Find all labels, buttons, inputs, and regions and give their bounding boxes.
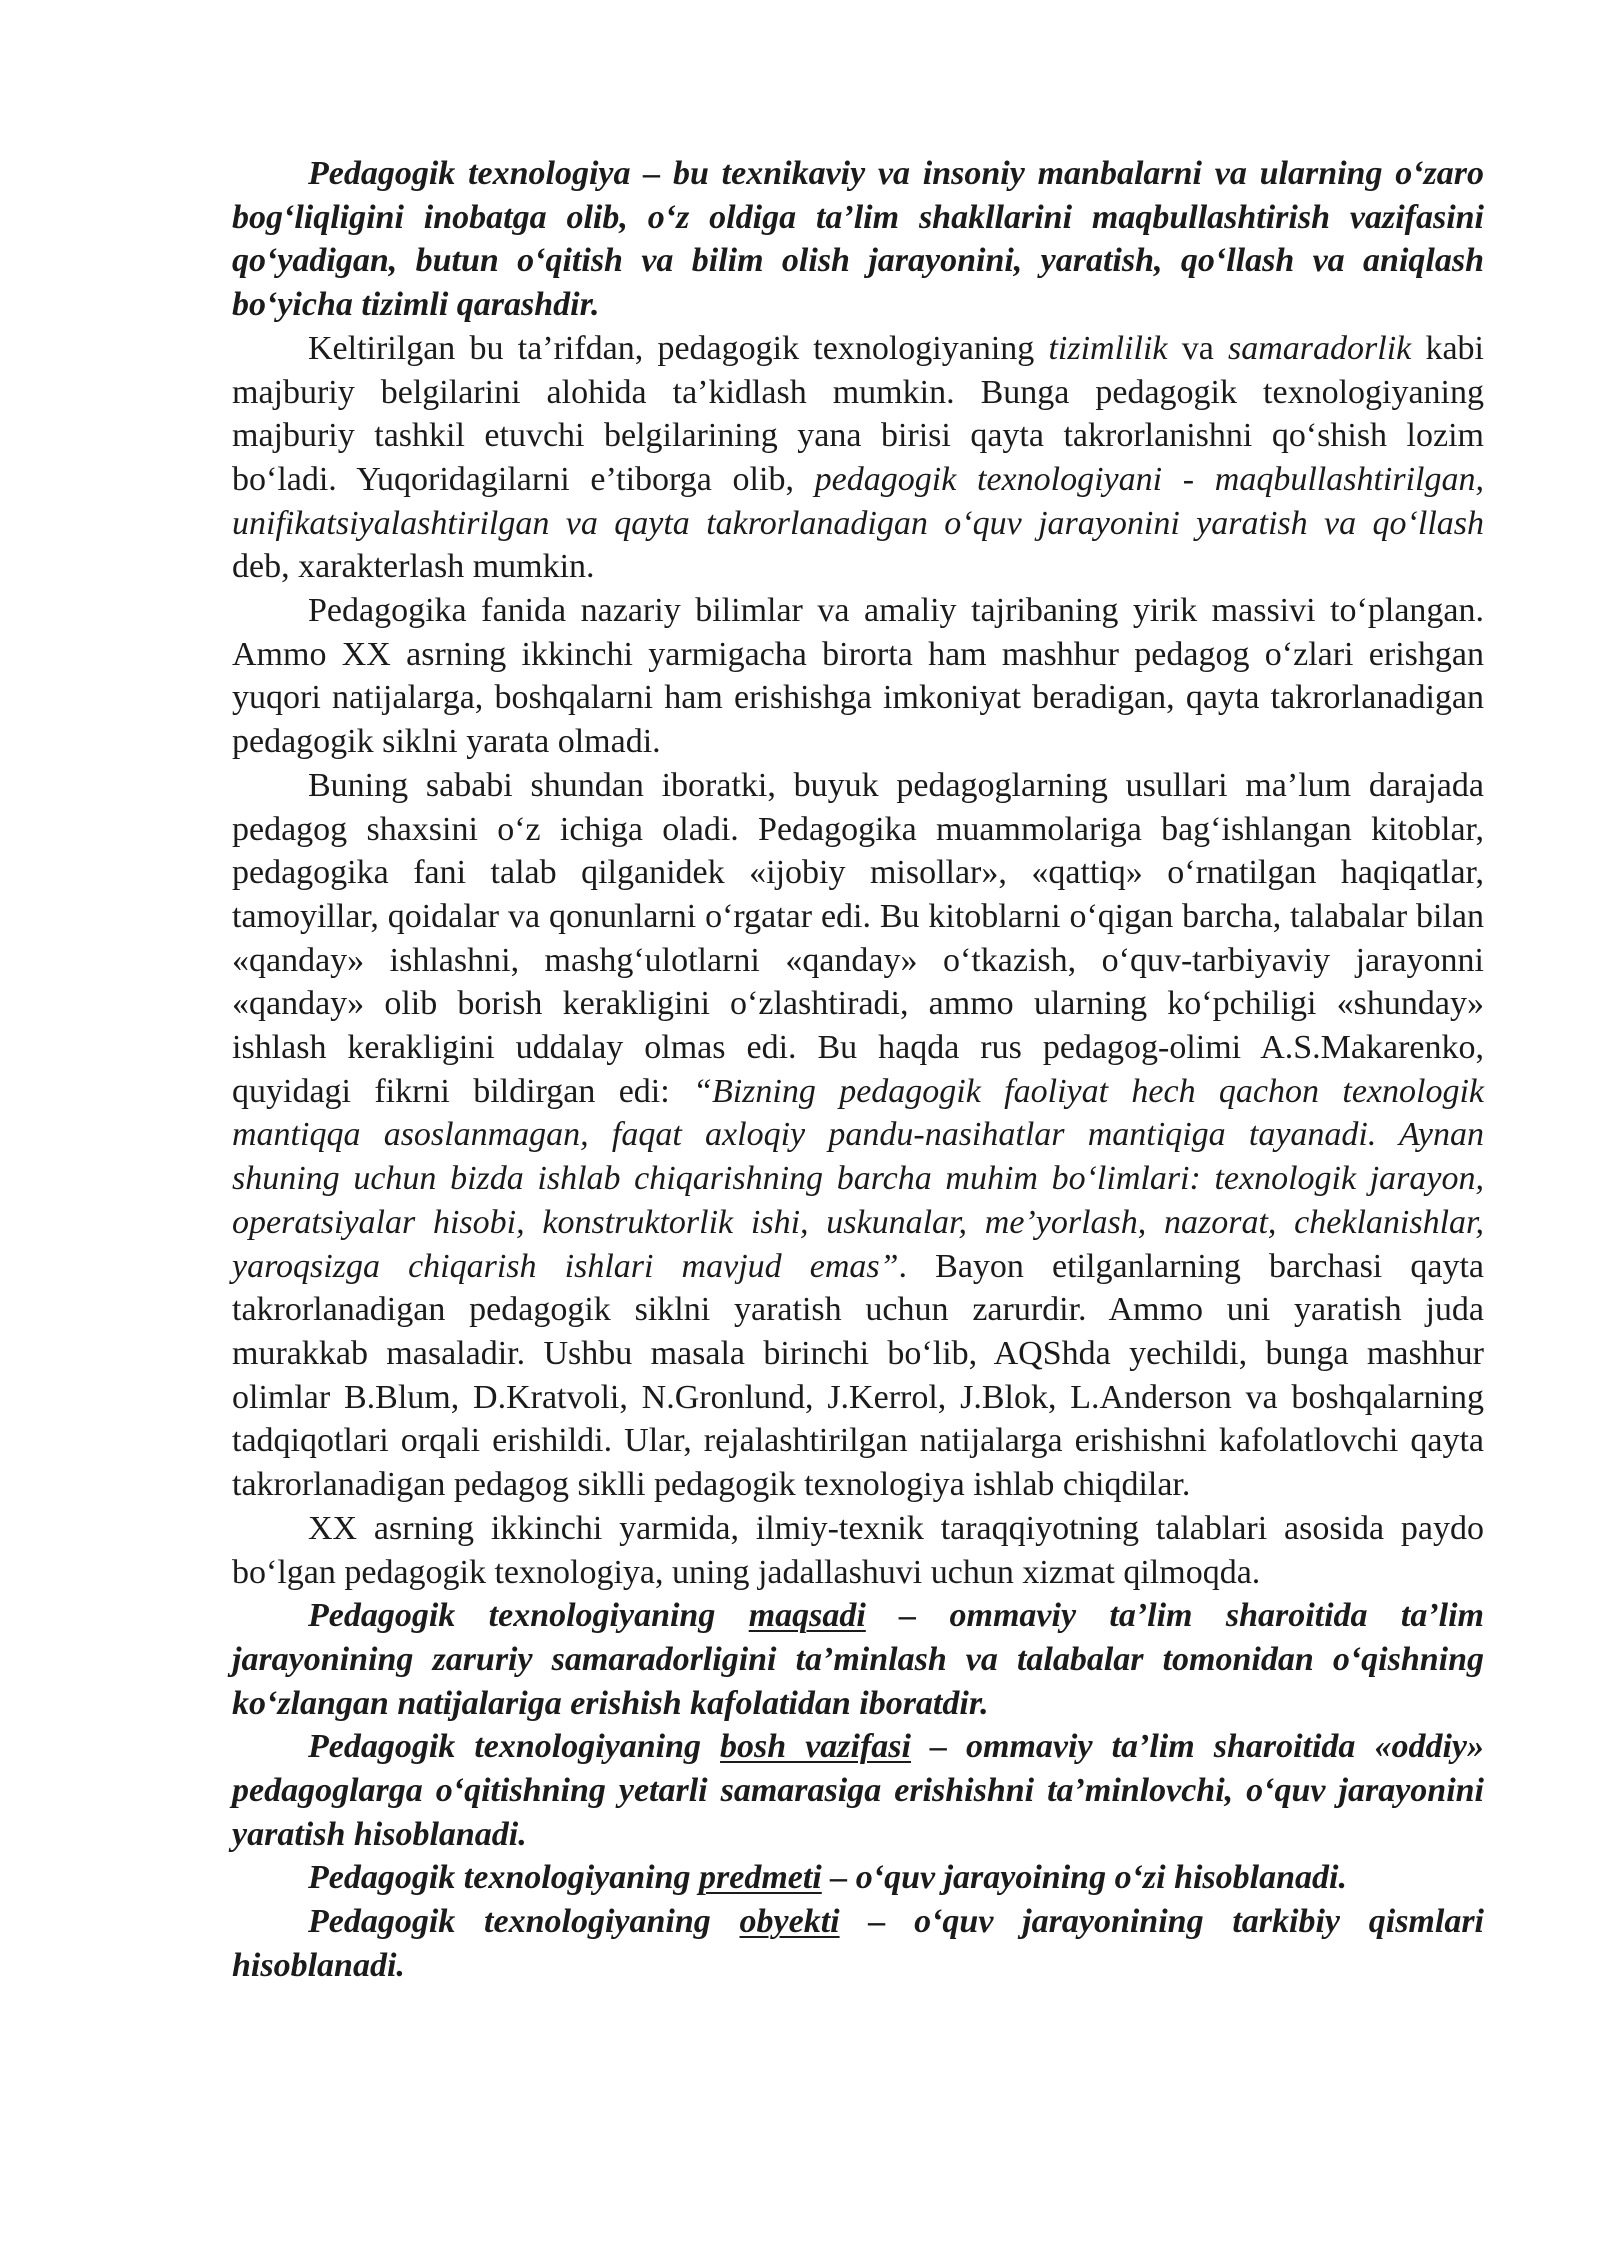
text-run: – o‘quv jarayoining o‘zi hisoblanadi.: [821, 1859, 1347, 1897]
term-main-task: bosh vazifasi: [720, 1728, 911, 1766]
term-italic: tizimlilik: [1048, 329, 1168, 367]
reason-paragraph: [232, 764, 1484, 1507]
term-italic: samaradorlik: [1228, 329, 1412, 367]
term-object: obyekti: [739, 1903, 840, 1941]
modern-paragraph: [232, 1507, 1484, 1594]
text-run: . Bayon etilganlarning barchasi qayta takrorlanadigan pedagogik siklni yaratish uchun zarurdir. Ammo uni yaratish juda murakkab masaladir. Ushbu masala birinchi bo‘lib, AQShda yechildi, bunga mashhur olimlar B.Blum, D.Kratvoli, N.Gronlund, J.Kerrol, J.Blok, L.Anderson va boshqalarning tadqiqotlari orqali erishildi. Ular, rejalashtirilgan natijalarga erishishni kafolatlovchi qayta takrorlanadigan pedagog siklli pedagogik texnologiya ishlab chiqdilar.: [232, 1247, 1484, 1504]
text-run: Buning sababi shundan iboratki, buyuk pedagoglarning usullari ma’lum darajada pedagog shaxsini o‘z ichiga oladi. Pedagogika muammolariga bag‘ishlangan kitoblar, pedagogika fani talab qilganidek «ijobiy misollar», «qattiq» o‘rnatilgan haqiqatlar, tamoyillar, qoidalar va qonunlarni o‘rgatar edi. Bu kitoblarni o‘qigan barcha, talabalar bilan «qanday» ishlashni, mashg‘ulotlarni «qanday» o‘tkazish, o‘quv-tarbiyaviy jarayonni «qanday» olib borish kerakligini o‘zlashtiradi, ammo ularning ko‘pchiligi «shunday» ishlash kerakligini uddalay olmas edi. Bu haqda rus pedagog-olimi A.S.Makarenko, quyidagi fikrni bildirgan edi:: [232, 766, 1484, 1110]
text-run: deb, xarakterlash mumkin.: [232, 548, 595, 586]
goal-paragraph: [232, 1594, 1484, 1725]
history-paragraph: [232, 589, 1484, 764]
makarenko-quote: “Bizning pedagogik faoliyat hech qachon texnologik mantiqqa asoslanmagan, faqat axloqiy pandu-nasihatlar mantiqiga tayanadi. Aynan shuning uchun bizda ishlab chiqarishning barcha muhim bo‘limlari: texnologik jarayon, operatsiyalar hisobi, konstruktorlik ishi, uskunalar, me’yorlash, nazorat, cheklanishlar, yaroqsizga chiqarish ishlari mavjud emas”: [232, 1072, 1484, 1285]
text-run: va: [1167, 329, 1228, 367]
text-run: – ommaviy ta’lim sharoitida «oddiy» pedagoglarga o‘qitishning yetarli samarasiga erishishni ta’minlovchi, o‘quv jarayonini yaratish hisoblanadi.: [232, 1728, 1484, 1853]
text-run: Pedagogika fanida nazariy bilimlar va amaliy tajribaning yirik massivi to‘plangan. Ammo XX asrning ikkinchi yarmigacha birorta ham mashhur pedagog o‘zlari erishgan yuqori natijalarga, boshqalarni ham erishishga imkoniyat beradigan, qayta takrorlanadigan pedagogik siklni yarata olmadi.: [232, 592, 1484, 761]
text-run: kabi majburiy belgilarini alohida ta’kidlash mumkin. Bunga pedagogik texnologiyaning majburiy tashkil etuvchi belgilarining yana birisi qayta takrorlanishni qo‘shish lozim bo‘ladi. Yuqoridagilarni e’tiborga olib,: [232, 329, 1484, 498]
subject-paragraph: [232, 1856, 1484, 1900]
term-goal: maqsadi: [748, 1597, 866, 1635]
text-run: Pedagogik texnologiyaning: [308, 1728, 721, 1766]
text-run: Keltirilgan bu ta’rifdan, pedagogik texnologiyaning: [308, 329, 1049, 367]
definition-commentary-paragraph: [232, 327, 1484, 589]
text-run: Pedagogik texnologiyaning: [308, 1597, 749, 1635]
main-task-paragraph: [232, 1725, 1484, 1856]
definition-text: Pedagogik texnologiya – bu texnikaviy va insoniy manbalarni va ularning o‘zaro bog‘liqligini inobatga olib, o‘z oldiga ta’lim shakllarini maqbullashtirish vazifasini qo‘yadigan, butun o‘qitish va bilim olish jarayonini, yaratish, qo‘llash va aniqlash bo‘yicha tizimli qarashdir.: [232, 155, 1484, 324]
object-paragraph: [232, 1900, 1484, 1987]
definition-paragraph: [232, 152, 1484, 327]
text-run: – ommaviy ta’lim sharoitida ta’lim jarayonining zaruriy samaradorligini ta’minlash va talabalar tomonidan o‘qishning ko‘zlangan natijalariga erishish kafolatidan iboratdir.: [232, 1597, 1485, 1722]
term-subject: predmeti: [699, 1859, 822, 1897]
definition-italic: pedagogik texnologiyani - maqbullashtirilgan, unifikatsiyalashtirilgan va qayta takrorlanadigan o‘quv jarayonini yaratish va qo‘llash: [232, 460, 1485, 542]
text-run: – o‘quv jarayonining tarkibiy qismlari hisoblanadi.: [232, 1903, 1484, 1984]
text-run: Pedagogik texnologiyaning: [308, 1859, 699, 1897]
text-run: Pedagogik texnologiyaning: [308, 1903, 740, 1941]
text-run: XX asrning ikkinchi yarmida, ilmiy-texnik taraqqiyotning talablari asosida paydo bo‘lgan pedagogik texnologiya, uning jadallashuvi uchun xizmat qilmoqda.: [232, 1509, 1484, 1591]
